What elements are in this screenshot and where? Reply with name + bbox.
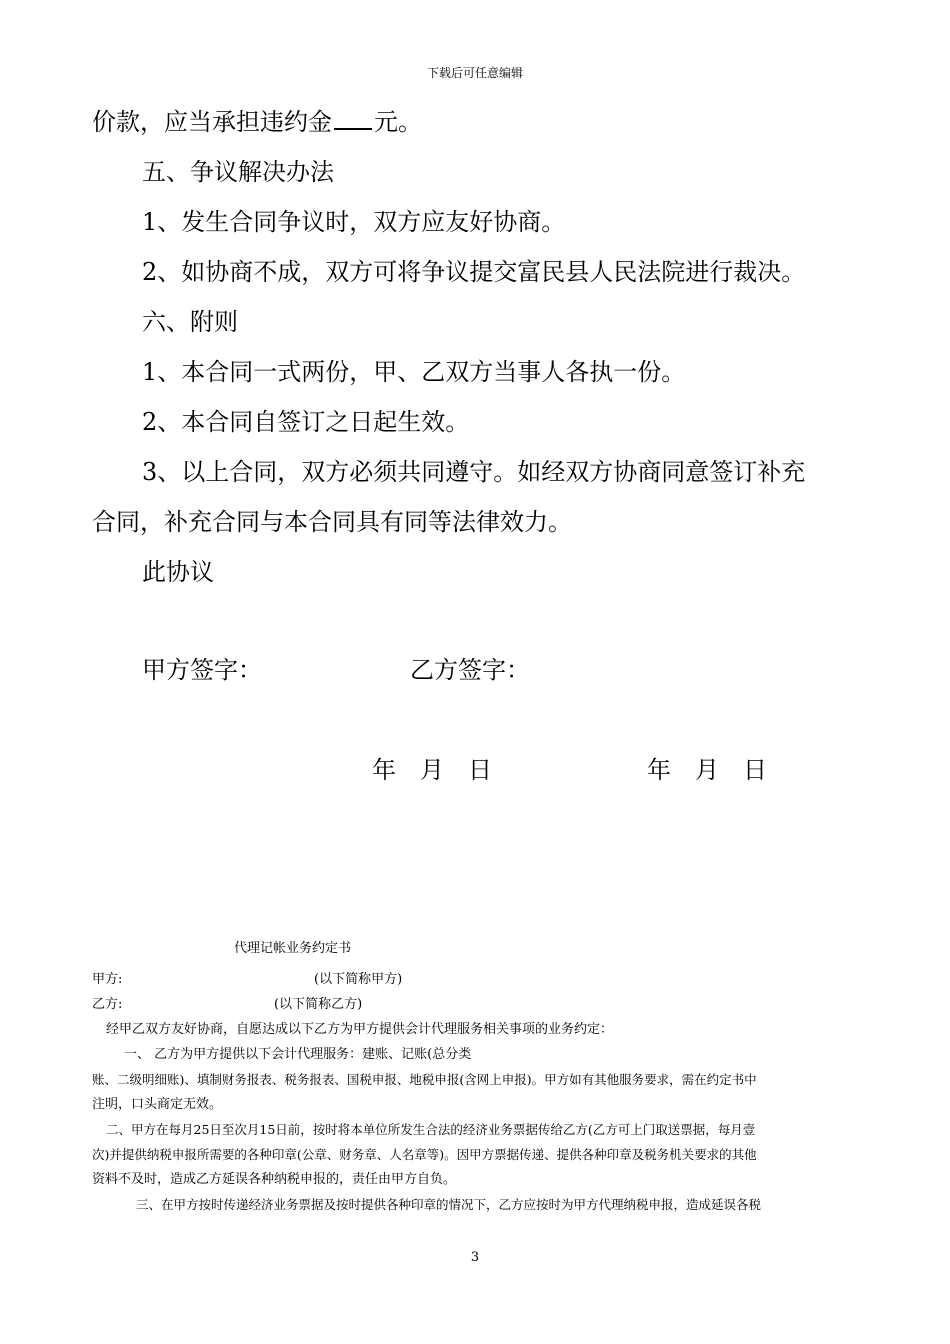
blank-amount [334,106,372,130]
section-6-item-3-line-1: 3、以上合同，双方必须共同遵守。如经双方协商同意签订补充 [142,458,806,486]
party-a-label: 甲方: [92,972,123,987]
section-6-item-2: 2、本合同自签订之日起生效。 [142,408,470,436]
section-5-item-2: 2、如协商不成，双方可将争议提交富民县人民法院进行裁决。 [142,258,806,286]
section-6-title: 六、附则 [142,308,238,336]
item-3-line-1: 三、在甲方按时传递经济业务票据及按时提供各种印章的情况下，乙方应按时为甲方代理纳税申报，造成延误各税 [136,1197,762,1212]
party-b-signature: 乙方签字： [410,656,530,684]
price-penalty-line: 价款，应当承担违约金 元。 [92,108,422,136]
party-b-date: 年 月 日 [647,756,767,784]
page-number: 3 [470,1250,480,1265]
item-1-line-3: 注明，口头商定无效。 [92,1097,223,1112]
page-header: 下载后可任意编辑 [426,66,523,80]
section-5-item-1: 1、发生合同争议时，双方应友好协商。 [142,208,566,236]
item-2-line-1: 二、甲方在每月25日至次月15日前，按时将本单位所发生合法的经济业务票据传给乙方(乙方可上门取送票据，每月壹 [106,1122,756,1137]
item-2-line-3: 资料不及时，造成乙方延误各种纳税申报的，责任由甲方自负。 [92,1172,457,1187]
section-5-title: 五、争议解决办法 [142,158,334,186]
party-b-label: 乙方: [92,997,123,1012]
item-1-line-1: 一、 乙方为甲方提供以下会计代理服务：建账、记账(总分类 [124,1047,472,1062]
party-a-note: (以下简称甲方) [314,972,403,987]
item-2-line-2: 次)并提供纳税申报所需要的各种印章(公章、财务章、人名章等)。因甲方票据传递、提供各种印章及税务机关要求的其他 [92,1147,757,1162]
section-6-item-1: 1、本合同一式两份，甲、乙双方当事人各执一份。 [142,358,686,386]
closing-text: 此协议 [142,558,214,586]
party-b-note: (以下简称乙方) [274,997,363,1012]
party-a-signature: 甲方签字： [142,656,262,684]
section-6-item-3-line-2: 合同，补充合同与本合同具有同等法律效力。 [92,508,572,536]
party-a-date: 年 月 日 [372,756,492,784]
item-1-line-2: 账、二级明细账)、填制财务报表、税务报表、国税申报、地税申报(含网上申报)。甲方如有其他服务要求，需在约定书中 [92,1072,757,1087]
agreement-title: 代理记帐业务约定书 [234,941,352,956]
agreement-intro: 经甲乙双方友好协商，自愿达成以下乙方为甲方提供会计代理服务相关事项的业务约定： [106,1022,614,1037]
